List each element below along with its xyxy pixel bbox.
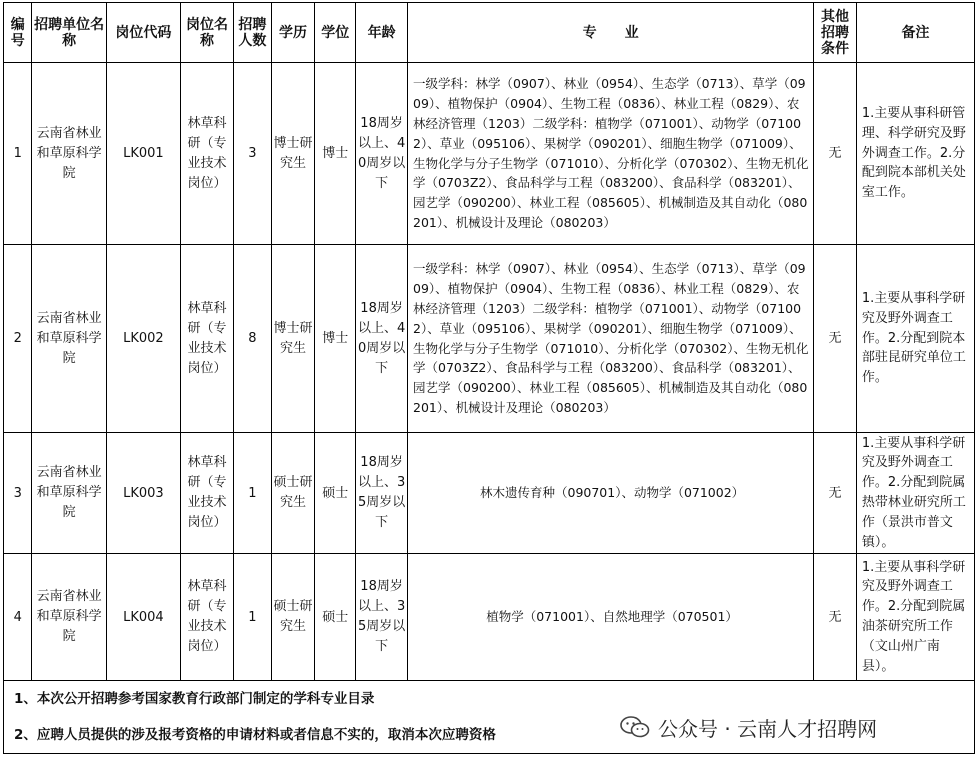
header-age: 年龄 [356, 3, 408, 63]
cell-code: LK003 [106, 433, 180, 554]
cell-age: 18周岁以上、40周岁以下 [356, 245, 408, 433]
cell-degree: 硕士 [315, 433, 356, 554]
cell-degree: 博士 [315, 63, 356, 245]
cell-unit: 云南省林业和草原科学院 [32, 554, 106, 681]
cell-code: LK004 [106, 554, 180, 681]
table-row [4, 63, 975, 245]
watermark [620, 710, 950, 744]
cell-position-name: 林草科研（专业技术岗位） [181, 245, 234, 433]
cell-age: 18周岁以上、40周岁以下 [356, 63, 408, 245]
cell-education: 博士研究生 [271, 63, 315, 245]
cell-other-conditions: 无 [814, 245, 857, 433]
cell-no: 2 [4, 245, 32, 433]
cell-note: 1.主要从事科学研究及野外调查工作。2.分配到院本部驻昆研究单位工作。 [856, 245, 974, 433]
cell-major: 一级学科：林学（0907）、林业（0954）、生态学（0713）、草学（0909）、植物保护（0904）、生物工程（0836）、林业工程（0829）、农林经济管理（1203）二级学科：植物学（071001）、动物学（071002）、草业（095106）、果树学（090201）、细胞生物学（071009）、生物化学与分子生物学（071010）、分析化学（070302）、生物无机化学（0703Z2）、食品科学与工程（083200）、食品科学（083201）、园艺学（090200）、林业工程（085605）、机械制造及其自动化（080201）、机械设计及理论（080203） [408, 245, 814, 433]
cell-degree: 博士 [315, 245, 356, 433]
header-degree: 学位 [315, 3, 356, 63]
cell-no: 4 [4, 554, 32, 681]
cell-other-conditions: 无 [814, 63, 857, 245]
header-other: 其他招聘条件 [814, 3, 857, 63]
cell-unit: 云南省林业和草原科学院 [32, 433, 106, 554]
cell-degree: 硕士 [315, 554, 356, 681]
cell-education: 硕士研究生 [271, 433, 315, 554]
cell-position-name: 林草科研（专业技术岗位） [181, 433, 234, 554]
cell-position-name: 林草科研（专业技术岗位） [181, 63, 234, 245]
table-row [4, 554, 975, 681]
recruitment-table [3, 2, 975, 754]
cell-age: 18周岁以上、35周岁以下 [356, 554, 408, 681]
cell-count: 1 [234, 433, 272, 554]
cell-education: 硕士研究生 [271, 554, 315, 681]
cell-no: 1 [4, 63, 32, 245]
cell-no: 3 [4, 433, 32, 554]
watermark-text: 公众号 · 云南人才招聘网 [658, 716, 878, 741]
cell-education: 博士研究生 [271, 245, 315, 433]
header-no: 编号 [4, 3, 32, 63]
cell-count: 3 [234, 63, 272, 245]
header-name: 岗位名称 [181, 3, 234, 63]
cell-major: 林木遗传育种（090701）、动物学（071002） [408, 433, 814, 554]
header-note: 备注 [856, 3, 974, 63]
cell-major: 植物学（071001）、自然地理学（070501） [408, 554, 814, 681]
cell-note: 1.主要从事科研管理、科学研究及野外调查工作。2.分配到院本部机关处室工作。 [856, 63, 974, 245]
cell-position-name: 林草科研（专业技术岗位） [181, 554, 234, 681]
table-row [4, 433, 975, 554]
cell-major: 一级学科：林学（0907）、林业（0954）、生态学（0713）、草学（0909）、植物保护（0904）、生物工程（0836）、林业工程（0829）、农林经济管理（1203）二级学科：植物学（071001）、动物学（071002）、草业（095106）、果树学（090201）、细胞生物学（071009）、生物化学与分子生物学（071010）、分析化学（070302）、生物无机化学（0703Z2）、食品科学与工程（083200）、食品科学（083201）、园艺学（090200）、林业工程（085605）、机械制造及其自动化（080201）、机械设计及理论（080203） [408, 63, 814, 245]
cell-count: 8 [234, 245, 272, 433]
cell-age: 18周岁以上、35周岁以下 [356, 433, 408, 554]
footer-note-1: 1、本次公开招聘参考国家教育行政部门制定的学科专业目录 [14, 691, 375, 707]
cell-other-conditions: 无 [814, 554, 857, 681]
header-code: 岗位代码 [106, 3, 180, 63]
header-unit: 招聘单位名称 [32, 3, 106, 63]
header-major: 专 业 [408, 3, 814, 63]
cell-code: LK002 [106, 245, 180, 433]
table-row [4, 245, 975, 433]
cell-unit: 云南省林业和草原科学院 [32, 245, 106, 433]
footer-note-2: 2、应聘人员提供的涉及报考资格的申请材料或者信息不实的，取消本次应聘资格 [14, 727, 496, 743]
cell-note: 1.主要从事科学研究及野外调查工作。2.分配到院属热带林业研究所工作（景洪市普文镇）。 [856, 433, 974, 554]
wechat-icon [620, 716, 650, 738]
cell-code: LK001 [106, 63, 180, 245]
cell-count: 1 [234, 554, 272, 681]
header-count: 招聘人数 [234, 3, 272, 63]
header-row [4, 3, 975, 63]
cell-other-conditions: 无 [814, 433, 857, 554]
header-edu: 学历 [271, 3, 315, 63]
cell-note: 1.主要从事科学研究及野外调查工作。2.分配到院属油茶研究所工作（文山州广南县）。 [856, 554, 974, 681]
cell-unit: 云南省林业和草原科学院 [32, 63, 106, 245]
